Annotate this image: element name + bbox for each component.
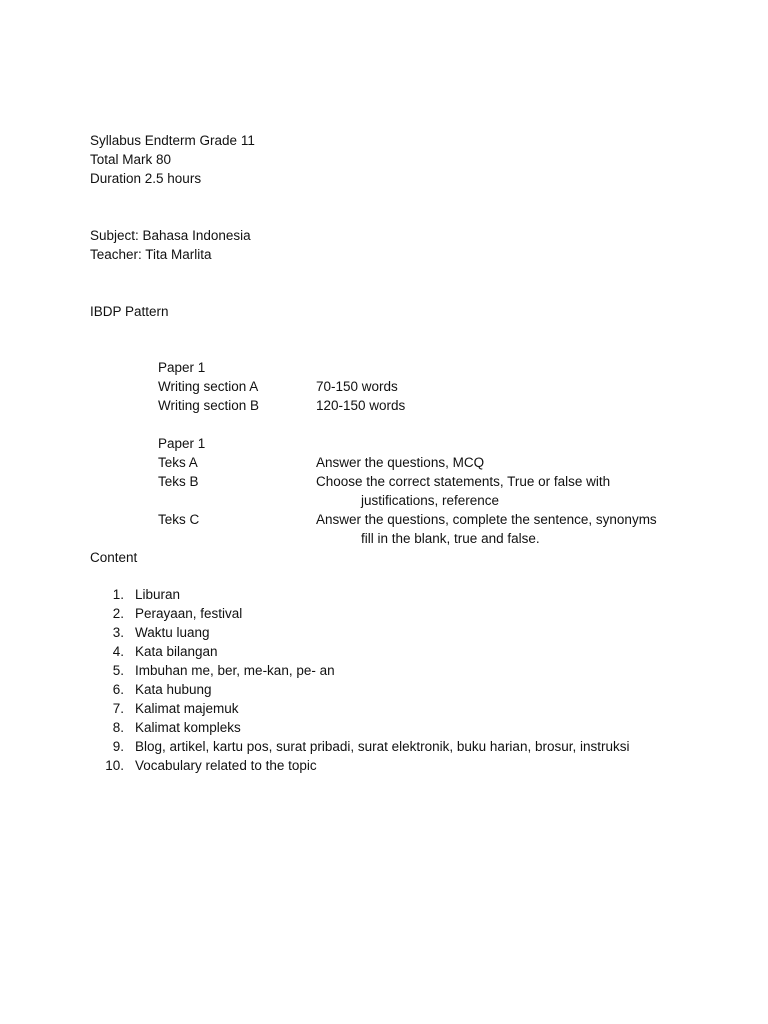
paper-row-continuation: fill in the blank, true and false.: [361, 531, 540, 546]
list-item-number: 1.: [112, 587, 124, 602]
syllabus-title: Syllabus Endterm Grade 11: [90, 133, 255, 148]
list-item-text: Blog, artikel, kartu pos, surat pribadi, surat elektronik, buku harian, brosur, instruksi: [135, 739, 630, 754]
content-heading: Content: [90, 550, 138, 565]
list-item-number: 2.: [112, 606, 124, 621]
paper-row-continuation: justifications, reference: [361, 493, 500, 508]
list-item-text: Imbuhan me, ber, me-kan, pe- an: [135, 663, 335, 678]
list-item-text: Vocabulary related to the topic: [135, 758, 317, 773]
list-item-text: Perayaan, festival: [135, 606, 243, 621]
list-item-number: 4.: [112, 644, 124, 659]
paper-row-label: Teks C: [158, 512, 200, 527]
teacher-line: Teacher: Tita Marlita: [90, 247, 212, 262]
duration: Duration 2.5 hours: [90, 171, 202, 186]
paper-row-label: Writing section B: [158, 398, 260, 413]
paper-row-value: 70-150 words: [316, 379, 398, 394]
paper-row-value: Answer the questions, MCQ: [316, 455, 485, 470]
paper-row-value: 120-150 words: [316, 398, 406, 413]
paper-title: Paper 1: [158, 436, 206, 451]
list-item-text: Kalimat kompleks: [135, 720, 241, 735]
list-item-text: Kalimat majemuk: [135, 701, 239, 716]
list-item-number: 3.: [112, 625, 124, 640]
paper-row-value: Choose the correct statements, True or false with: [316, 474, 611, 489]
paper-row-value: Answer the questions, complete the sentence, synonyms: [316, 512, 657, 527]
paper-row-label: Writing section A: [158, 379, 259, 394]
pattern-title: IBDP Pattern: [90, 304, 169, 319]
list-item-number: 6.: [112, 682, 124, 697]
list-item-number: 7.: [112, 701, 124, 716]
list-item-number: 9.: [112, 739, 124, 754]
list-item-text: Waktu luang: [135, 625, 210, 640]
paper-row-label: Teks B: [158, 474, 199, 489]
list-item-number: 8.: [112, 720, 124, 735]
list-item-text: Kata bilangan: [135, 644, 218, 659]
subject-line: Subject: Bahasa Indonesia: [90, 228, 251, 243]
total-mark: Total Mark 80: [90, 152, 172, 167]
list-item-number: 5.: [112, 663, 124, 678]
paper-row-label: Teks A: [158, 455, 198, 470]
list-item-text: Liburan: [135, 587, 181, 602]
paper-title: Paper 1: [158, 360, 206, 375]
list-item-text: Kata hubung: [135, 682, 212, 697]
list-item-number: 10.: [105, 758, 124, 773]
